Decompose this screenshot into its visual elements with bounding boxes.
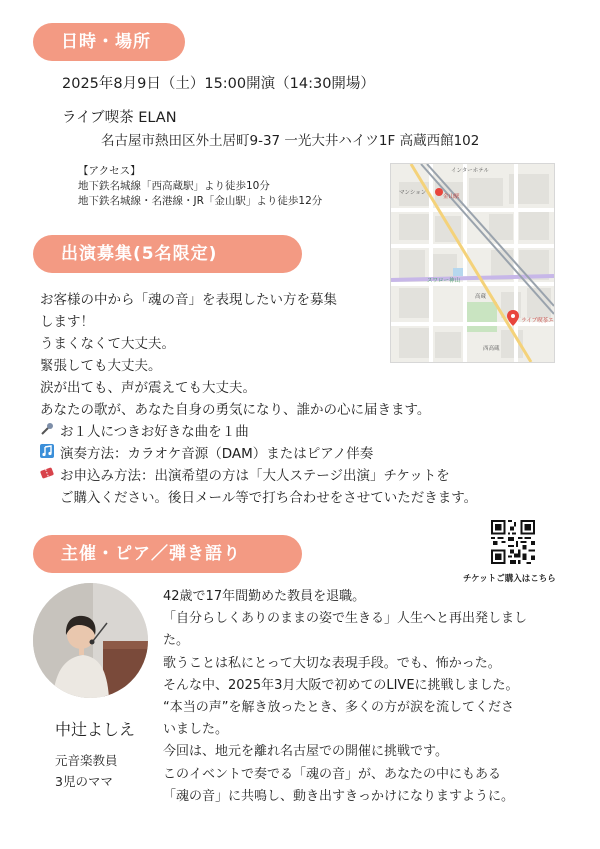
recruit-line: 涙が出ても、声が震えても大丈夫。: [40, 380, 256, 396]
map-label: ライブ喫茶エ: [521, 318, 554, 324]
bio-line: 42歳で17年間勤めた教員を退職。: [163, 589, 366, 604]
host-role: 元音楽教員: [55, 753, 118, 768]
event-datetime: 2025年8月9日（土）15:00開演（14:30開場）: [62, 76, 375, 92]
bio-line: 今回は、地元を離れ名古屋での開催に挑戦です。: [163, 744, 448, 760]
host-role: 3児のママ: [55, 774, 113, 789]
venue-name: ライブ喫茶 ELAN: [62, 110, 177, 126]
ticket-icon: [40, 465, 60, 487]
music-note-icon: [40, 443, 60, 465]
recruit-bullet-text: お申込み方法：出演希望の方は「大人ステージ出演」チケットを: [60, 468, 450, 484]
bio-line: 「魂の音」に共鳴し、動き出すきっかけになりますように。: [163, 788, 515, 804]
host-portrait: [33, 583, 148, 698]
bio-line: このイベントで奏でる「魂の音」が、あなたの中にもある: [163, 766, 502, 782]
access-info: [78, 164, 322, 209]
recruit-bullet-cont: ご購入ください。後日メール等で打ち合わせをさせていただきます。: [60, 490, 478, 506]
station-icon: [435, 188, 443, 196]
qr-code-icon: [491, 520, 535, 564]
microphone-icon: [40, 421, 60, 443]
qr-label: チケットご購入はこちら: [463, 574, 556, 584]
bio-line: “本当の声”を解き放ったとき、多くの方が涙を流してくださ: [163, 700, 514, 716]
host-bio: [163, 586, 527, 808]
access-line: 地下鉄名城線「西高蔵駅」より徒歩10分: [78, 180, 270, 192]
recruit-bullet: [40, 443, 477, 465]
map-label: 西高蔵: [483, 346, 500, 352]
access-line: 地下鉄名城線・名港線・JR「金山駅」より徒歩12分: [78, 195, 323, 207]
recruit-bullet-text: 演奏方法：カラオケ音源（DAM）またはピアノ伴奏: [60, 446, 374, 462]
bio-line: た。: [163, 633, 190, 649]
map-label: 高蔵: [475, 294, 487, 300]
host-roles: [55, 750, 118, 792]
host-name: 中辻よしえ: [55, 720, 136, 739]
recruit-line: します！: [40, 314, 94, 330]
map-water: [453, 268, 463, 276]
recruit-bullet: [40, 465, 477, 487]
recruit-bullet-text: お１人につきお好きな曲を１曲: [60, 424, 249, 440]
map-label: マンション: [399, 190, 427, 196]
host-photo: [33, 583, 148, 698]
bio-line: 歌うことは私にとって大切な表現手段。でも、怖かった。: [163, 655, 501, 671]
recruit-line: 緊張しても大丈夫。: [40, 358, 162, 374]
recruit-line: あなたの歌が、あなた自身の勇気になり、誰かの心に届きます。: [40, 402, 431, 418]
ticket-qr-code[interactable]: [491, 520, 535, 564]
access-heading: 【アクセス】: [78, 165, 141, 177]
section-title-recruit: 出演募集(5名限定): [33, 235, 302, 273]
map-label: スワロー神山: [427, 278, 461, 284]
map-label: インターホテル: [451, 168, 490, 174]
section-title-datetime: 日時・場所: [33, 23, 185, 61]
venue-address: 名古屋市熱田区外土居町9-37 一光大井ハイツ1F 高蔵西館102: [101, 133, 480, 149]
section-title-host: 主催・ピア／弾き語り: [33, 535, 302, 573]
map-label: 金山駅: [443, 194, 460, 200]
bio-line: 「自分らしくありのままの姿で生きる」人生へと再出発しまし: [163, 611, 528, 627]
recruit-line: うまくなくて大丈夫。: [40, 336, 175, 352]
recruit-line: お客様の中から「魂の音」を表現したい方を募集: [40, 292, 337, 308]
recruit-text: [40, 289, 477, 509]
bio-line: いました。: [163, 722, 229, 738]
recruit-bullet: [40, 421, 477, 443]
bio-line: そんな中、2025年3月大阪で初めてのLIVEに挑戦しました。: [163, 677, 519, 693]
